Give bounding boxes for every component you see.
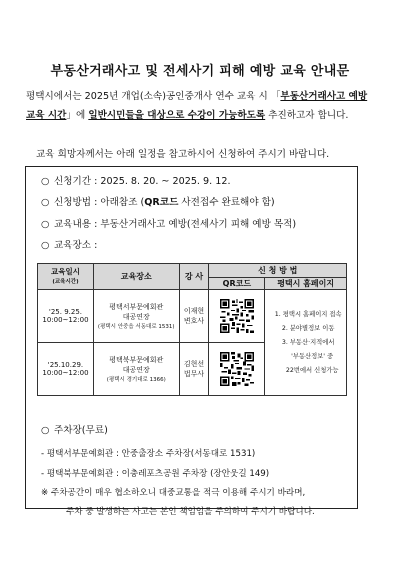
intro-highlight-2: 일반시민들을 대상으로 수강이 가능하도록 [88,110,266,121]
item-bullet: ○ [41,219,50,230]
row-place [93,290,179,343]
page-title: 부동산거래사고 및 전세사기 피해 예방 교육 안내문 [50,64,350,79]
parking-warning: ※ 주차공간이 매우 협소하오니 대중교통을 적극 이용해 주시기 바라며, [41,488,306,498]
step-2: 2. 분야별정보 이동 [281,324,335,332]
place-name: 평택북부문예회관 [109,356,164,364]
method-suffix: 사전접수 완료해야 함) [178,197,275,208]
place-text: 교육장소 : [54,240,98,251]
header-lecturer: 강 사 [179,264,209,290]
date-text: '25.10.29. [47,361,84,369]
lecturer-name: 김현선 [183,360,205,368]
parking-west: - 평택서부문예회관 : 안중출장소 주차장(서동대로 1531) [41,449,256,459]
item-bullet: ○ [41,240,50,251]
parking-title: 주차장(무료) [54,425,108,436]
place-name: 평택서부문예회관 [109,303,164,311]
step-3-cont: '부동산정보' 중 [291,352,334,360]
qr-code-icon[interactable] [220,299,254,333]
item-bullet: ○ [41,425,50,436]
row-qr[interactable] [209,290,265,343]
lecturer-name: 이재현 [183,307,205,315]
time-text: 10:00~12:00 [42,369,89,377]
row-qr[interactable] [209,343,265,396]
header-homepage: 평택시 홈페이지 [265,278,347,290]
content-text: 교육내용 : 부동산거래사고 예방(전세사기 피해 예방 목적) [54,219,297,230]
row-date [38,343,94,396]
application-note: 교육 희망자께서는 아래 일정을 참고하시어 신청하여 주시기 바랍니다. [36,149,330,160]
item-method [41,194,275,208]
lecturer-title: 변호사 [183,317,205,325]
header-place: 교육장소 [93,264,179,290]
date-text: '25. 9.25. [48,308,83,316]
qr-code-icon[interactable] [220,352,254,386]
homepage-steps [265,290,347,396]
header-method: 신 청 방 법 [209,264,347,278]
schedule-table [37,263,347,396]
row-date [38,290,94,343]
header-date [38,264,94,290]
item-content [41,216,296,230]
method-qr-label: QR코드 [144,197,179,208]
item-bullet: ○ [41,176,50,187]
method-prefix: 신청방법 : 아래참조 ( [54,197,145,208]
parking-warning-cont: 주차 중 발생하는 사고는 본인 책임임을 주의하여 주시기 바랍니다. [66,507,315,517]
period-text: 신청기간 : 2025. 8. 20. ~ 2025. 9. 12. [54,176,231,187]
place-address: (평택시 안중읍 서동대로 1531) [97,324,175,330]
row-place [93,343,179,396]
intro-text-1: 평택시에서는 2025년 개업(소속)공인중개사 연수 교육 시 「 [26,91,281,102]
header-qr: QR코드 [209,278,265,290]
item-bullet: ○ [41,197,50,208]
item-period [41,173,231,187]
lecturer-title: 법무사 [183,370,205,378]
intro-highlight-1: 부동산거래사고 예방 교육 시간 [26,91,368,121]
step-1: 1. 평택시 홈페이지 접속 [274,310,342,318]
place-address: (평택시 경기대로 1366) [106,377,166,383]
header-time-label: (교육시간) [52,278,79,285]
time-text: 10:00~12:00 [42,316,89,324]
header-date-label: 교육일시 [50,266,80,276]
place-hall: 대공연장 [122,366,150,374]
intro-paragraph [26,87,378,125]
info-box [25,166,358,517]
step-3: 3. 부동산·지적에서 [281,338,335,346]
step-3-end: 22번에서 신청가능 [285,366,339,374]
item-parking [41,422,108,436]
table-row [38,290,347,343]
row-lecturer [179,290,209,343]
row-lecturer [179,343,209,396]
intro-text-3: 추진하고자 합니다. [265,110,349,121]
intro-text-2: 」에 [66,110,89,121]
parking-north: - 평택북부문예회관 : 이충레포츠공원 주차장 (장안웃길 149) [41,469,270,479]
item-place [41,237,97,251]
place-hall: 대공연장 [122,313,150,321]
